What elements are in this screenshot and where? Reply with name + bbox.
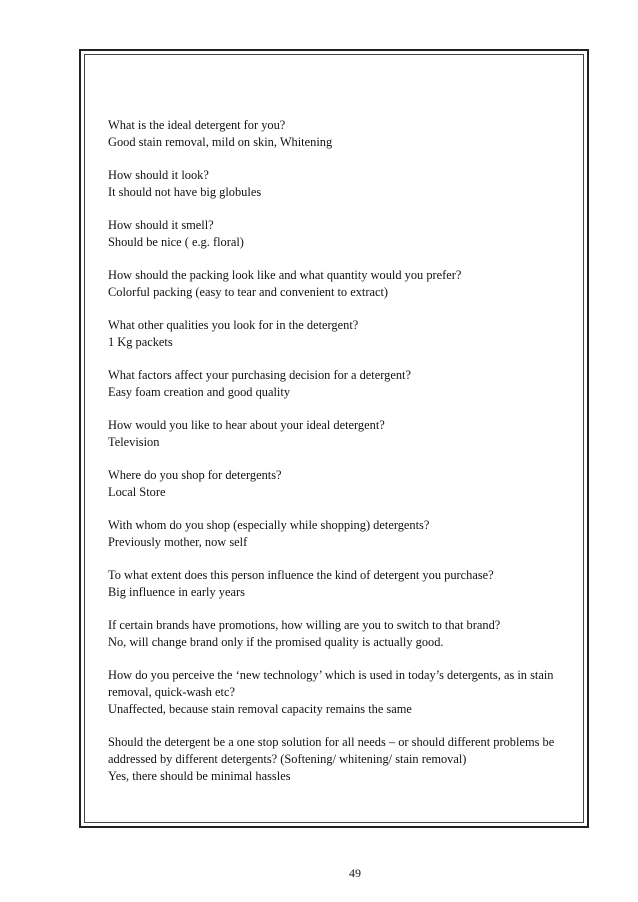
question-text: What other qualities you look for in the detergent? [108, 318, 359, 332]
answer-text: Colorful packing (easy to tear and convenient to extract) [108, 285, 389, 299]
qa-item-4 [108, 267, 578, 301]
answer-text: Big influence in early years [108, 585, 245, 599]
answer-text: It should not have big globules [108, 185, 262, 199]
question-text: What is the ideal detergent for you? [108, 118, 286, 132]
answer-text: Television [108, 435, 160, 449]
qa-item-2 [108, 167, 578, 201]
qa-item-11 [108, 617, 578, 651]
question-text: How would you like to hear about your ideal detergent? [108, 418, 385, 432]
qa-item-9 [108, 517, 578, 551]
question-text: How should it smell? [108, 218, 214, 232]
answer-text: Easy foam creation and good quality [108, 385, 291, 399]
question-text: Should the detergent be a one stop solution for all needs – or should different problems be addressed by different detergents? (Softening/ whitening/ stain removal) [108, 735, 555, 766]
questionnaire-content [108, 117, 578, 801]
answer-text: Good stain removal, mild on skin, Whitening [108, 135, 333, 149]
answer-text: No, will change brand only if the promised quality is actually good. [108, 635, 444, 649]
answer-text: Should be nice ( e.g. floral) [108, 235, 244, 249]
answer-text: Local Store [108, 485, 166, 499]
answer-text: 1 Kg packets [108, 335, 173, 349]
qa-item-7 [108, 417, 578, 451]
question-text: What factors affect your purchasing decision for a detergent? [108, 368, 411, 382]
answer-text: Unaffected, because stain removal capacity remains the same [108, 702, 412, 716]
question-text: To what extent does this person influence the kind of detergent you purchase? [108, 568, 494, 582]
qa-item-8 [108, 467, 578, 501]
question-text: How should the packing look like and what quantity would you prefer? [108, 268, 462, 282]
qa-item-10 [108, 567, 578, 601]
question-text: Where do you shop for detergents? [108, 468, 282, 482]
page-number: 49 [349, 866, 361, 880]
question-text: How should it look? [108, 168, 209, 182]
qa-item-13 [108, 734, 578, 785]
qa-item-1 [108, 117, 578, 151]
question-text: If certain brands have promotions, how willing are you to switch to that brand? [108, 618, 501, 632]
qa-item-12 [108, 667, 578, 718]
question-text: How do you perceive the ‘new technology’ which is used in today’s detergents, as in stain removal, quick-wash etc? [108, 668, 554, 699]
question-text: With whom do you shop (especially while shopping) detergents? [108, 518, 430, 532]
answer-text: Previously mother, now self [108, 535, 248, 549]
qa-item-3 [108, 217, 578, 251]
qa-item-5 [108, 317, 578, 351]
qa-item-6 [108, 367, 578, 401]
answer-text: Yes, there should be minimal hassles [108, 769, 291, 783]
